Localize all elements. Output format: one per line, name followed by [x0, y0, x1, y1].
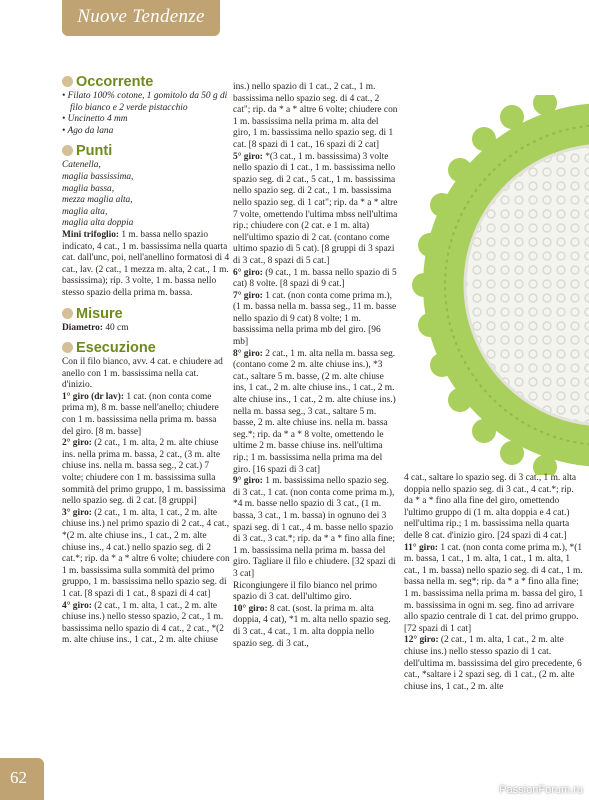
page-number-tab	[0, 758, 44, 800]
instruction-paragraph: 7° giro: 1 cat. (non conta come prima m.), (1 m. bassa nella m. bassa seg., 11 m. basse nello spazio di 9 cat) 8 volte; 1 m. bassissima nella prima mb del giro. [96 mb]	[233, 290, 397, 348]
column-middle	[233, 82, 398, 650]
supply-item: • Filato 100% cotone, 1 gomitolo da 50 g di filo bianco e 2 verde pistacchio	[62, 91, 228, 113]
instruction-paragraph: 5° giro: *(3 cat., 1 m. bassissima) 3 volte nello spazio di 1 cat., 1 m. bassissima nello spazio seg. di 2 cat., 5 cat., 1 m. bassissima nello spazio seg. di 2 cat., 1 m. bassissima nello spazio seg. di 1 cat"; rip. da * a * altre 7 volte, omettendo l'ultima mbss nell'ultima rip.; chiudere con (2 cat. e 1 m. alta) nell'ultimo spazio di 2 cat. (contano come ultimo spazio di 5 cat). [8 gruppi di 3 spazi di 3 cat., 8 spazi di 5 cat.]	[233, 151, 398, 266]
instruction-paragraph: 2° giro: (2 cat., 1 m. alta, 2 m. alte chiuse ins. nella prima m. bassa, 2 cat., (3 m. alte chiuse ins. nella m. bassa seg., 2 cat.) 7 volte; chiudere con 1 m. bassissima sulla sommità del primo gruppo, 1 m. bassissima nello spazio seg. di 2 cat. [8 gruppi]	[62, 438, 226, 507]
instruction-paragraph: 3° giro: (2 cat., 1 m. alta, 1 cat., 2 m. alte chiuse ins.) nel primo spazio di 2 cat., 4 cat., *(2 m. alte chiuse ins., 1 cat., 2 m. alte chiuse ins., 4 cat.) nello spazio seg. di 2 cat.*; rip. da * a * altre 6 volte; chiudere con 1 m. bassissima sulla sommità del primo gruppo, 1 m. bassissima nello spazio seg. di 1 cat. [8 spazi di 1 cat., 8 spazi di 4 cat]	[62, 507, 230, 599]
bullet-dot-icon	[62, 308, 73, 319]
bullet-dot-icon	[62, 342, 73, 353]
misure-heading: Misure	[62, 306, 230, 323]
instruction-paragraph: 10° giro: 8 cat. (sost. la prima m. alta doppia, 4 cat), *1 m. alta nello spazio seg. di 3 cat., 4 cat., 1 m. alta doppia nello spazio seg. di 3 cat.,	[233, 603, 391, 649]
instruction-paragraph: 11° giro: 1 cat. (non conta come prima m.), *(1 m. bassa, 1 cat., 1 m. alta, 1 cat., 1 m. alta, 1 cat., 1 m. bassa) nello spazio seg. di 4 cat., 1 m. bassa nella m. seg*; rip. da * a * fino alla fine; 1 m. bassissima nella prima m. bassa del giro, 1 m. bassissima in ogni m. seg. fino ad arrivare allo spazio centrale di 1 cat. del primo gruppo. [72 spazi di 1 cat]	[404, 542, 584, 634]
instruction-paragraph: 4° giro: (2 cat., 1 m. alta, 1 cat., 2 m. alte chiuse ins.) nello stesso spazio, 2 cat., 1 m. bassissima nello spazio di 4 cat., 2 cat., *(2 m. alte chiuse ins., 1 cat., 2 m. alte chiuse	[62, 600, 224, 646]
stitch-item: Catenella,	[62, 160, 101, 171]
instruction-paragraph: Ricongiungere il filo bianco nel primo spazio di 3 cat. dell'ultimo giro.	[233, 580, 377, 603]
column-left	[62, 74, 230, 647]
doily-photo	[400, 95, 589, 475]
bullet-dot-icon	[62, 76, 73, 87]
stitch-item: maglia bassa,	[62, 183, 115, 194]
instruction-paragraph: 1° giro (dr lav): 1 cat. (non conta come prima m), 8 m. basse nell'anello; chiudere con 1 m. bassissima nella prima m. bassa del giro. [8 m. basse]	[62, 391, 219, 437]
instruction-paragraph: 4 cat., saltare lo spazio seg. di 3 cat., 1 m. alta doppia nello spazio seg. di 3 cat., 4 cat.*; rip. da * a * fino alla fine del giro, omettendo l'ultimo gruppo di (1 m. alta doppia e 4 cat.) nell'ultima rip.; 1 m. bassissima nella quarta delle 8 cat. d'inizio giro. [24 spazi di 4 cat.]	[404, 473, 577, 541]
watermark: PassionForum.ru	[499, 784, 583, 796]
instruction-paragraph: Con il filo bianco, avv. 4 cat. e chiudere ad anello con 1 m. bassissima nella cat. d'inizio.	[62, 357, 223, 391]
instruction-paragraph: 9° giro: 1 m. bassissima nello spazio seg. di 3 cat., 1 cat. (non conta come prima m.), *4 m. basse nello spazio di 3 cat., (1 m. bassa, 3 cat., 1 m. bassa) in ognuno dei 3 spazi seg. di 1 cat., 4 m. basse nello spazio di 3 cat., 3 cat.*; rip. da * a * fino alla fine; 1 m. bassissima nella prima m. bassa del giro. Tagliare il filo e chiudere. [32 spazi di 3 cat]	[233, 476, 396, 579]
page-number: 62	[10, 768, 27, 787]
occorrente-heading: Occorrente	[62, 74, 230, 91]
instruction-paragraph: ins.) nello spazio di 1 cat., 2 cat., 1 m. bassissima nello spazio seg. di 4 cat., 2 cat"; rip. da * a * altre 6 volte; chiudere con 1 m. bassissima nella prima m. alta del giro, 1 m. bassissima nello spazio seg. di 1 cat. [8 spazi di 1 cat., 16 spazi di 2 cat]	[233, 82, 398, 150]
stitch-item: maglia alta doppia	[62, 218, 134, 229]
stitch-item: mezza maglia alta,	[62, 195, 133, 206]
stitch-item: maglia bassissima,	[62, 171, 134, 182]
diameter-line: Diametro: 40 cm	[62, 322, 129, 333]
column-right	[404, 473, 584, 693]
stitch-item: maglia alta,	[62, 206, 108, 217]
punti-heading: Punti	[62, 143, 230, 160]
trifoglio-paragraph: Mini trifoglio: 1 m. bassa nello spazio indicato, 4 cat., 1 m. bassissima nella quarta cat. dall'unc, poi, nell'anellino formatosi di 4 cat., lav. (2 cat., 1 mezza m. alta, 2 cat., 1 m. bassissima); rip. 3 volte, 1 m. bassa nello stesso spazio della prima m. bassa.	[62, 229, 230, 298]
section-header-tab	[62, 0, 220, 36]
bullet-dot-icon	[62, 145, 73, 156]
section-title: Nuove Tendenze	[77, 6, 205, 27]
esecuzione-heading: Esecuzione	[62, 340, 230, 357]
supply-item: • Ago da lana	[62, 125, 114, 136]
instruction-paragraph: 8° giro: 2 cat., 1 m. alta nella m. bassa seg. (contano come 2 m. alte chiuse ins.), *3 cat., saltare 5 m. basse, (2 m. alte chiuse ins, 1 cat., 2 m. alte chiuse ins., 1 cat., 2 m. alte chiuse ins., 1 cat., 2 m. alte chiuse ins.) nella m. bassa seg., 3 cat., saltare 5 m. basse, 2 m. alte chiuse ins. nella m. bassa seg.*; rip. da * a * 8 volte, omettendo le ultime 2 m. basse chiuse ins. nell'ultima rip.; 1 m. bassissima nella prima ma del giro. [16 spazi di 3 cat]	[233, 348, 396, 475]
instruction-paragraph: 12° giro: (2 cat., 1 m. alta, 1 cat., 2 m. alte chiuse ins.) nello stesso spazio di 1 cat. dell'ultima m. bassissima del giro precedente, 6 cat., *saltare i 2 spazi seg. di 1 cat., (2 m. alte chiuse ins, 1 cat., 2 m. alte	[404, 635, 582, 692]
supply-item: • Uncinetto 4 mm	[62, 114, 128, 125]
instruction-paragraph: 6° giro: (9 cat., 1 m. bassa nello spazio di 5 cat) 8 volte. [8 spazi di 9 cat.]	[233, 267, 397, 290]
